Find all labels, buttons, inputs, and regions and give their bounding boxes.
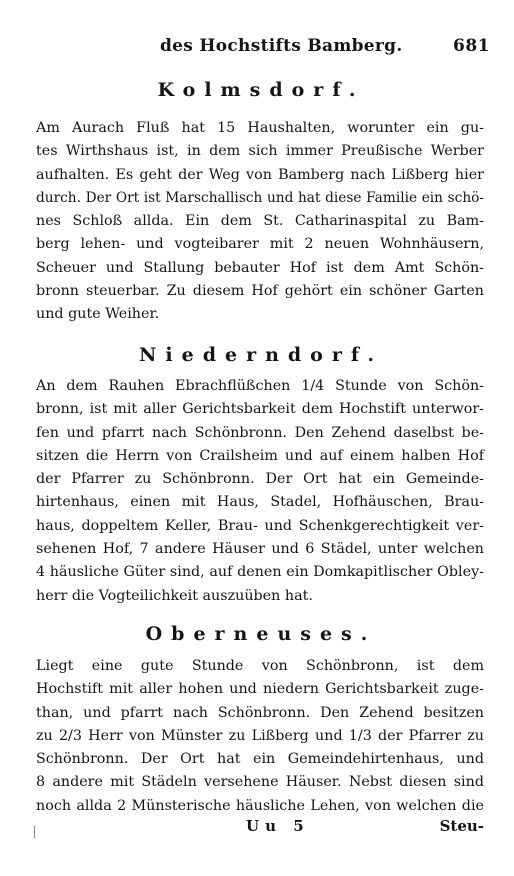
text-line: than, und pfarrt nach Schönbronn. Den Zehend besitzen: [36, 704, 484, 721]
text-line: zu 2/3 Herr von Münster zu Lißberg und 1/3 der Pfarrer zu: [36, 727, 484, 744]
text-line: Schönbronn. Der Ort hat ein Gemeindehirtenhaus, und: [36, 751, 484, 768]
text-line: durch. Der Ort ist Marschallisch und hat diese Familie ein schö-: [36, 189, 484, 206]
text-line: bronn, ist mit aller Gerichtsbarkeit dem Hochstift unterwor-: [36, 401, 484, 418]
section-heading-oberneuses: Oberneuses.: [145, 623, 377, 645]
text-line: Am Aurach Fluß hat 15 Haushalten, worunter ein gu-: [36, 120, 484, 136]
text-line: An dem Rauhen Ebrachflüßchen 1/4 Stunde von Schön-: [36, 378, 484, 394]
text-line: aufhalten. Es geht der Weg von Bamberg nach Lißberg hier: [36, 166, 484, 183]
page-footer: [36, 817, 484, 841]
section-heading-niederndorf: Niederndorf.: [139, 344, 383, 366]
section-body-niederndorf: [36, 375, 484, 608]
catchword: Steu-: [439, 817, 484, 835]
text-line: 8 andere mit Städeln versehene Häuser. Nebst diesen sind: [36, 774, 484, 791]
text-line: nes Schloß allda. Ein dem St. Catharinaspital zu Bam-: [36, 213, 484, 230]
text-line: herr die Vogteilichkeit auszuüben hat.: [36, 587, 313, 604]
text-line: 4 häusliche Güter sind, auf denen ein Domkapitlischer Obley-: [36, 564, 484, 581]
text-line: bronn steuerbar. Zu diesem Hof gehört ein schöner Garten: [36, 283, 484, 300]
running-title: des Hochstifts Bamberg.: [160, 36, 403, 56]
text-line: fen und pfarrt nach Schönbronn. Den Zehend daselbst be-: [36, 424, 484, 441]
text-line: noch allda 2 Münsterische häusliche Lehen, von welchen die: [36, 797, 484, 814]
text-line: haus, doppeltem Keller, Brau- und Schenkgerechtigkeit ver-: [36, 517, 484, 534]
margin-mark: [34, 826, 35, 838]
text-line: der Pfarrer zu Schönbronn. Der Ort hat ein Gemeinde-: [36, 471, 484, 488]
signature-mark: Uu 5: [246, 817, 310, 835]
text-line: und gute Weiher.: [36, 306, 160, 323]
text-line: berg lehen- und vogteibarer mit 2 neuen Wohnhäusern,: [36, 236, 484, 253]
text-line: Hochstift mit aller hohen und niedern Gerichtsbarkeit zuge-: [36, 681, 484, 698]
text-line: sitzen die Herrn von Crailsheim und auf einem halben Hof: [36, 447, 484, 464]
text-line: sehenen Hof, 7 andere Häuser und 6 Städel, unter welchen: [36, 541, 484, 558]
section-heading-kolmsdorf: Kolmsdorf.: [157, 79, 365, 101]
page-header: [160, 36, 490, 60]
text-line: Scheuer und Stallung bebauter Hof ist dem Amt Schön-: [36, 259, 484, 276]
text-line: Liegt eine gute Stunde von Schönbronn, ist dem: [36, 658, 484, 674]
text-line: hirtenhaus, einen mit Haus, Stadel, Hofhäuschen, Brau-: [36, 494, 484, 511]
text-line: tes Wirthshaus ist, in dem sich immer Preußische Werber: [36, 143, 484, 160]
page-number: 681: [453, 36, 490, 56]
section-body-oberneuses: [36, 655, 484, 818]
section-body-kolmsdorf: [36, 117, 484, 327]
